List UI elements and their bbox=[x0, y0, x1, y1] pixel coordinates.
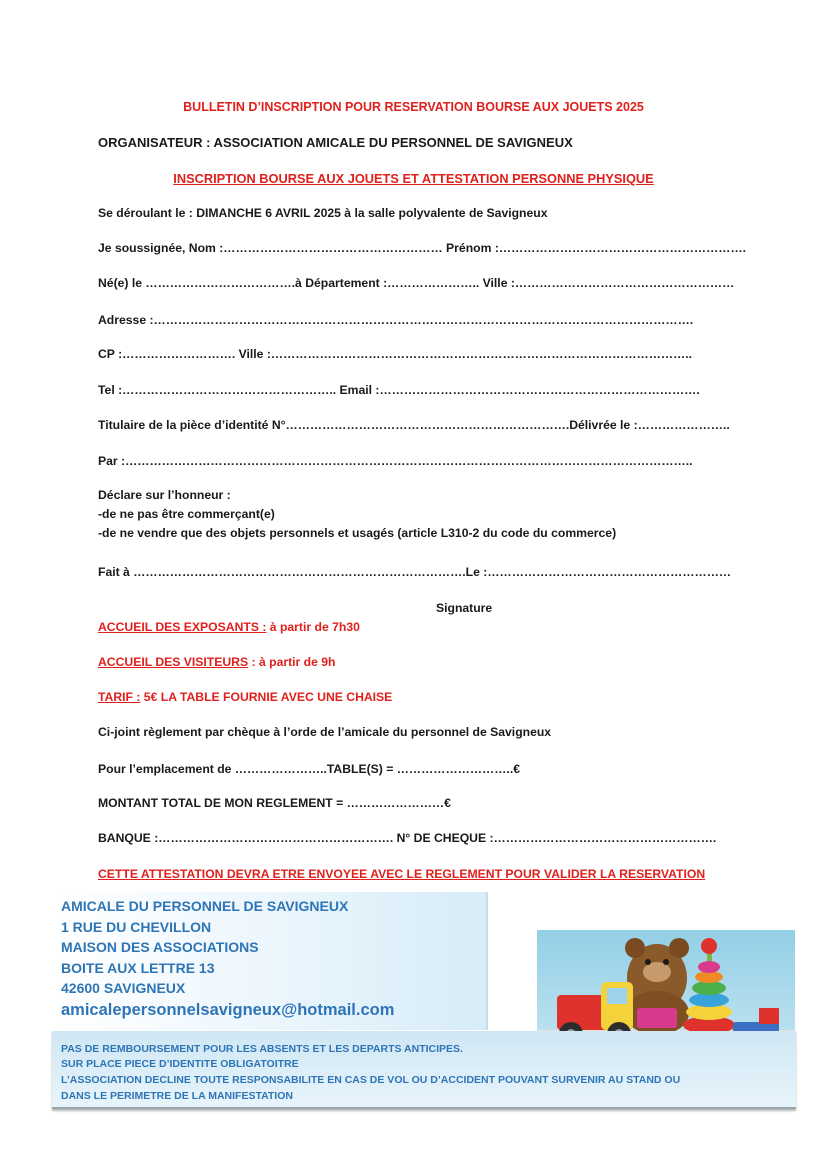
id-field-line[interactable]: Titulaire de la pièce d’identité N°…………………………………………………………….Délivrée le :………………….. bbox=[98, 418, 730, 432]
notice-line: L’ASSOCIATION DECLINE TOUTE RESPONSABILITE EN CAS DE VOL OU D’ACCIDENT POUVANT SURVENIR AU STAND OU bbox=[61, 1074, 681, 1086]
exhibitors-label: ACCUEIL DES EXPOSANTS : bbox=[98, 620, 267, 634]
declaration-item: -de ne pas être commerçant(e) bbox=[98, 507, 275, 521]
cheque-note: Ci-joint règlement par chèque à l’orde de l’amicale du personnel de Savigneux bbox=[98, 725, 552, 739]
tariff-info bbox=[98, 690, 392, 704]
issued-by-field-line[interactable]: Par :………………………………………………………………………………………………………………………….. bbox=[98, 454, 693, 468]
form-subtitle: INSCRIPTION BOURSE AUX JOUETS ET ATTESTATION PERSONNE PHYSIQUE bbox=[173, 171, 654, 186]
cp-city-field-line[interactable]: CP :………………………. Ville :………………………………………………………………………………………….. bbox=[98, 347, 693, 361]
bank-field-line[interactable]: BANQUE :…………………………………………………. N° DE CHEQUE :………………………………………………. bbox=[98, 831, 717, 845]
tel-email-field-line[interactable]: Tel :…………………………………………….. Email :……………………………………………………………………. bbox=[98, 383, 700, 397]
visitors-label: ACCUEIL DES VISITEURS bbox=[98, 655, 249, 669]
place-date-field-line[interactable]: Fait à ……………………………………………………………………….Le :…………………………………………………… bbox=[98, 565, 732, 579]
notice-box bbox=[52, 1031, 796, 1109]
contact-line: MAISON DES ASSOCIATIONS bbox=[61, 939, 259, 955]
location-field-line[interactable]: Pour l’emplacement de …………………..TABLE(S) = ………………………..€ bbox=[98, 762, 520, 776]
contact-box bbox=[52, 892, 488, 1030]
name-field-line[interactable]: Je soussignée, Nom :……………………………………………… Prénom :……………………………………………………. bbox=[98, 241, 747, 255]
organizer-line: ORGANISATEUR : ASSOCIATION AMICALE DU PERSONNEL DE SAVIGNEUX bbox=[98, 135, 573, 150]
visitors-value: : à partir de 9h bbox=[248, 655, 336, 669]
notice-line: PAS DE REMBOURSEMENT POUR LES ABSENTS ET LES DEPARTS ANTICIPES. bbox=[61, 1043, 463, 1055]
address-field-line[interactable]: Adresse :……………………………………………………………………………………………………………………. bbox=[98, 313, 694, 327]
visitors-info bbox=[98, 655, 336, 669]
declaration-item: -de ne vendre que des objets personnels et usagés (article L310-2 du code du commerce) bbox=[98, 526, 617, 540]
contact-line: 42600 SAVIGNEUX bbox=[61, 980, 186, 996]
event-line: Se déroulant le : DIMANCHE 6 AVRIL 2025 à la salle polyvalente de Savigneux bbox=[98, 206, 548, 220]
tariff-value: 5€ LA TABLE FOURNIE AVEC UNE CHAISE bbox=[140, 690, 393, 704]
contact-line: BOITE AUX LETTRE 13 bbox=[61, 960, 215, 976]
notice-line: DANS LE PERIMETRE DE LA MANIFESTATION bbox=[61, 1090, 293, 1102]
notice-line: SUR PLACE PIECE D’IDENTITE OBLIGATOITRE bbox=[61, 1058, 299, 1070]
birth-field-line[interactable]: Né(e) le ……………………………….à Département :………………….. Ville :……………………………………………… bbox=[98, 276, 735, 290]
signature-label: Signature bbox=[436, 601, 493, 615]
contact-line: AMICALE DU PERSONNEL DE SAVIGNEUX bbox=[61, 898, 349, 914]
warning-line: CETTE ATTESTATION DEVRA ETRE ENVOYEE AVEC LE REGLEMENT POUR VALIDER LA RESERVATION bbox=[98, 867, 706, 881]
document-title: BULLETIN D’INSCRIPTION POUR RESERVATION BOURSE AUX JOUETS 2025 bbox=[183, 100, 644, 114]
contact-email[interactable]: amicalepersonnelsavigneux@hotmail.com bbox=[61, 1001, 395, 1019]
total-field-line[interactable]: MONTANT TOTAL DE MON REGLEMENT = ……………………€ bbox=[98, 796, 451, 810]
contact-line: 1 RUE DU CHEVILLON bbox=[61, 919, 212, 935]
exhibitors-value: à partir de 7h30 bbox=[266, 620, 360, 634]
declaration-heading: Déclare sur l’honneur : bbox=[98, 488, 231, 502]
tariff-label: TARIF : bbox=[98, 690, 141, 704]
exhibitors-info bbox=[98, 620, 360, 634]
